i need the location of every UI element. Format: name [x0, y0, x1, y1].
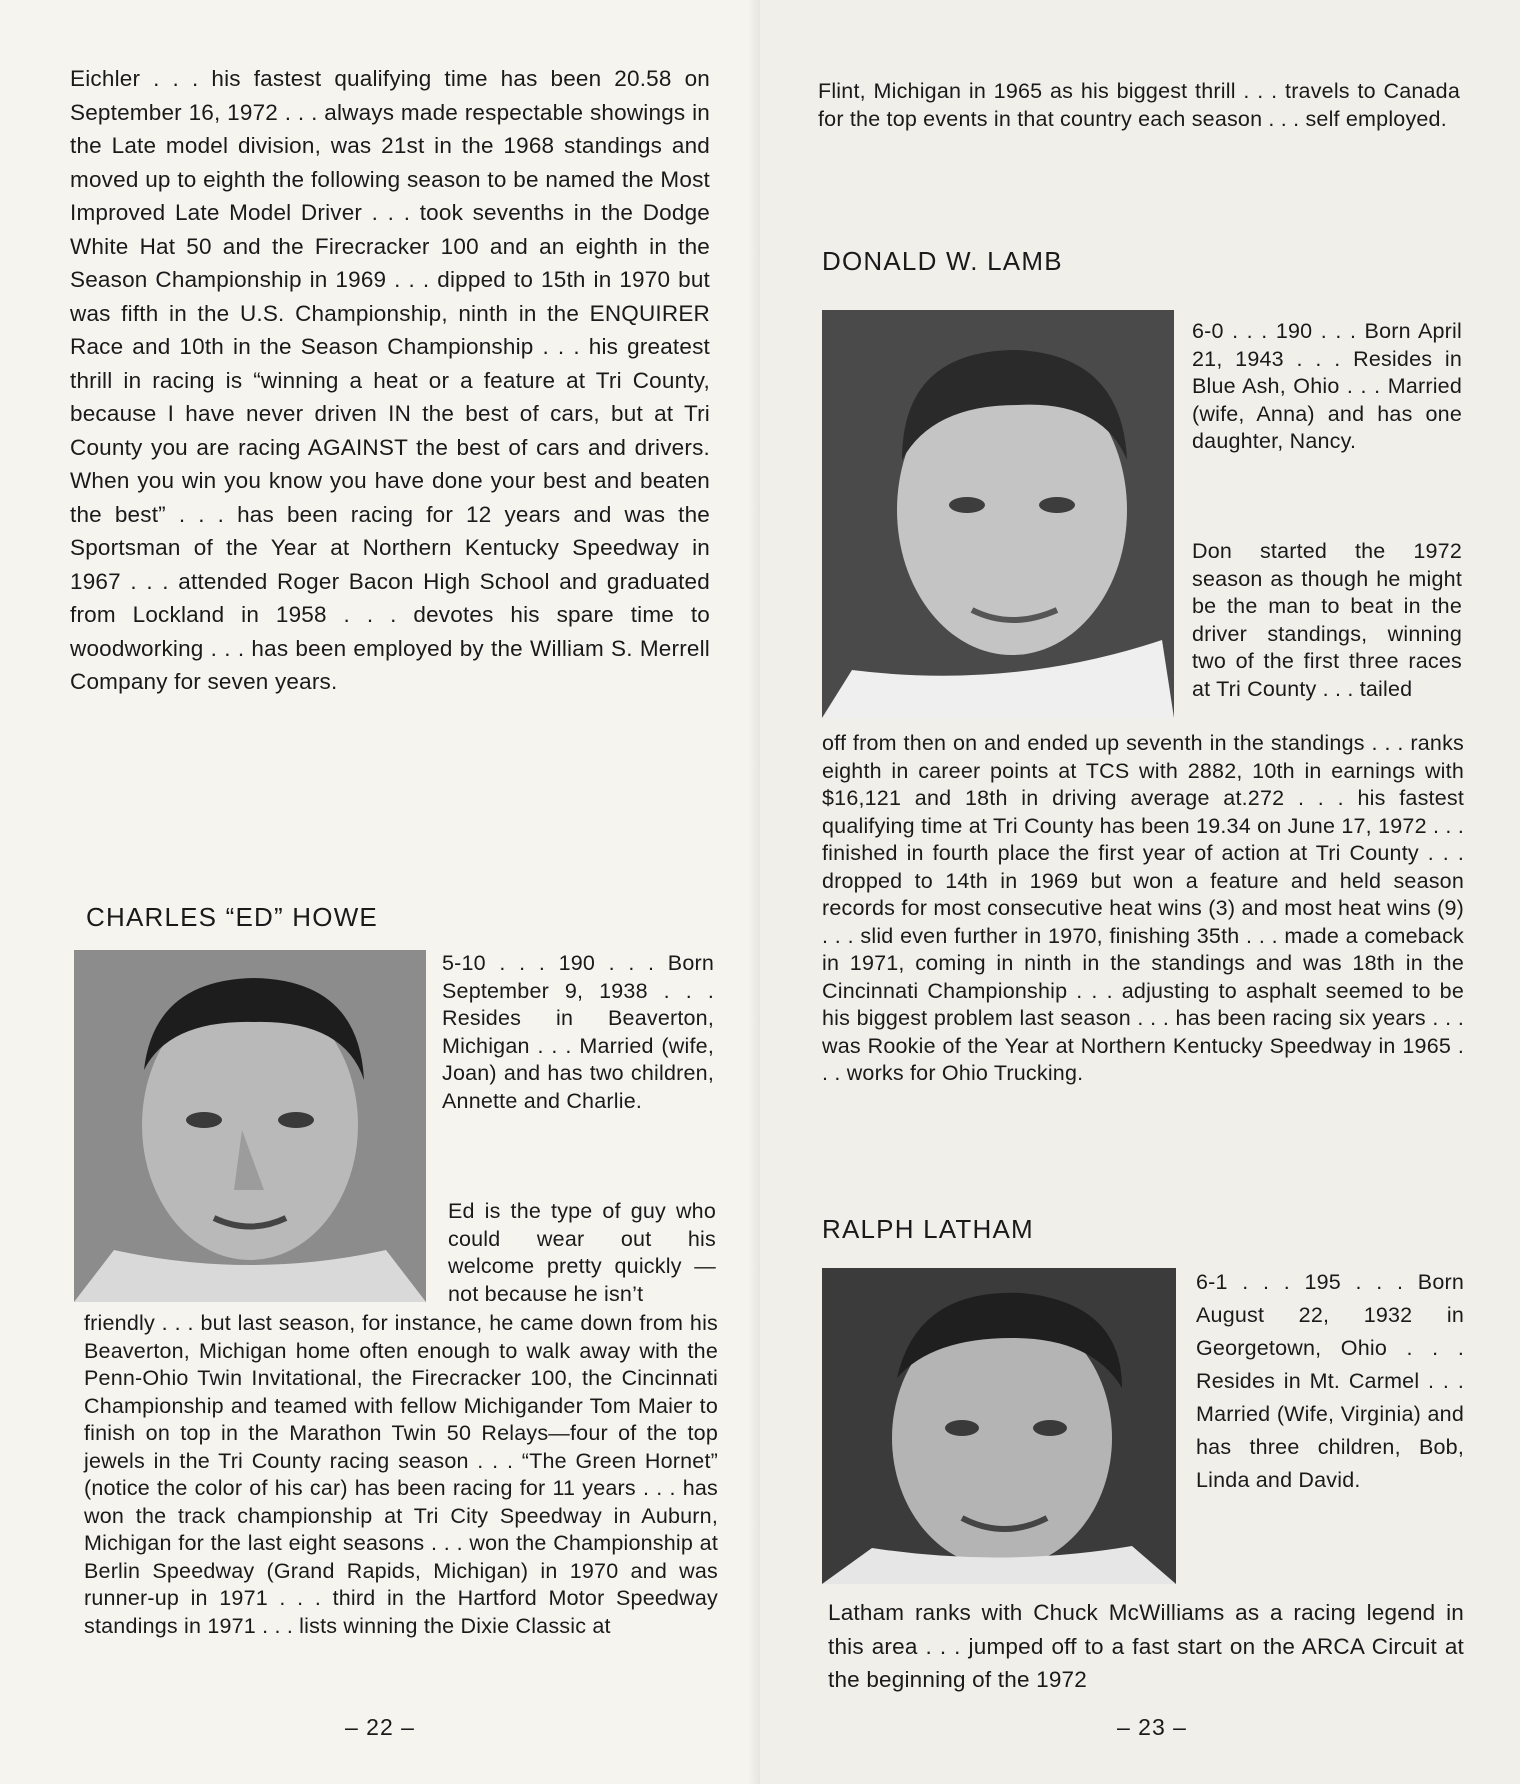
right-page [760, 0, 1520, 1784]
latham-bio-continued: Latham ranks with Chuck McWilliams as a racing legend in this area . . . jumped off to a fast start on the ARCA Circuit at the beginning of the 1972 [828, 1600, 1464, 1692]
latham-photo [822, 1268, 1176, 1584]
lamb-vitals: 6-0 . . . 190 . . . Born April 21, 1943 . . . Resides in Blue Ash, Ohio . . . Married (wife, Anna) and has one daughter, Nancy. [1192, 319, 1462, 453]
portrait-silhouette-icon [822, 310, 1174, 718]
page-number-23: – 23 – [1117, 1714, 1187, 1740]
howe-bio-beside-photo: Ed is the type of guy who could wear out his welcome pretty quickly — not because he isn’t [448, 1199, 716, 1306]
driver-name-howe: CHARLES “ED” HOWE [86, 902, 378, 932]
portrait-silhouette-icon [74, 950, 426, 1302]
howe-bio-continued: friendly . . . but last season, for instance, he came down from his Beaverton, Michigan home often enough to walk away with the Penn-Ohio Twin Invitational, the Firecracker 100, the Cincinnati Championship and teamed with fellow Michigander Tom Maier to finish on top in the Marathon Twin 50 Relays—four of the top jewels in the Tri County racing season . . . “The Green Hornet” (notice the color of his car) has been racing for 11 years . . . has won the track championship at Tri City Speedway in Auburn, Michigan for the last eight seasons . . . won the Championship at Berlin Speedway (Grand Rapids, Michigan) in 1970 and was runner-up in 1971 . . . third in the Hartford Motor Speedway standings in 1971 . . . lists winning the Dixie Classic at [84, 1311, 718, 1638]
howe-photo [74, 950, 426, 1302]
howe-vitals: 5-10 . . . 190 . . . Born September 9, 1938 . . . Resides in Beaverton, Michigan . . . Married (wife, Joan) and has two children, Annette and Charlie. [442, 951, 714, 1113]
driver-name-latham: RALPH LATHAM [822, 1214, 1034, 1244]
lamb-photo [822, 310, 1174, 718]
latham-vitals: 6-1 . . . 195 . . . Born August 22, 1932 in Georgetown, Ohio . . . Resides in Mt. Carmel . . . Married (Wife, Virginia) and has three children, Bob, Linda and David. [1196, 1270, 1464, 1492]
lamb-bio-continued: off from then on and ended up seventh in the standings . . . ranks eighth in career points at TCS with 2882, 10th in earnings with $16,121 and 18th in driving average at.272 . . . his fastest qualifying time at Tri County has been 19.34 on June 17, 1972 . . . finished in fourth place the first year of action at Tri County . . . dropped to 14th in 1969 but won a feature and held season records for most consecutive heat wins (3) and most heat wins (9) . . . slid even further in 1970, finishing 35th . . . made a comeback in 1971, coming in ninth in the standings and was 18th in the Cincinnati Championship . . . adjusting to asphalt seemed to be his biggest problem last season . . . has been racing six years . . . was Rookie of the Year at Northern Kentucky Speedway in 1965 . . . works for Ohio Trucking. [822, 731, 1464, 1085]
driver-name-lamb: DONALD W. LAMB [822, 246, 1063, 276]
portrait-silhouette-icon [822, 1268, 1176, 1584]
page-number-22: – 22 – [345, 1714, 415, 1740]
lamb-bio-beside-photo: Don started the 1972 season as though he might be the man to beat in the driver standings, winning two of the first three races at Tri County . . . tailed [1192, 539, 1462, 701]
left-intro-paragraph: Eichler . . . his fastest qualifying time has been 20.58 on September 16, 1972 . . . always made respectable showings in the Late model division, was 21st in the 1968 standings and moved up to eighth the following season to be named the Most Improved Late Model Driver . . . took sevenths in the Dodge White Hat 50 and the Firecracker 100 and an eighth in the Season Championship in 1969 . . . dipped to 15th in 1970 but was fifth in the U.S. Championship, ninth in the ENQUIRER Race and 10th in the Season Championship . . . his greatest thrill in racing is “winning a heat or a feature at Tri County, because I have never driven IN the best of cars, but at Tri County you are racing AGAINST the best of cars and drivers. When you win you know you have done your best and beaten the best” . . . has been racing for 12 years and was the Sportsman of the Year at Northern Kentucky Speedway in 1967 . . . attended Roger Bacon High School and graduated from Lockland in 1958 . . . devotes his spare time to woodworking . . . has been employed by the William S. Merrell Company for seven years. [70, 66, 710, 694]
right-intro-paragraph: Flint, Michigan in 1965 as his biggest thrill . . . travels to Canada for the top events in that country each season . . . self employed. [818, 79, 1460, 131]
